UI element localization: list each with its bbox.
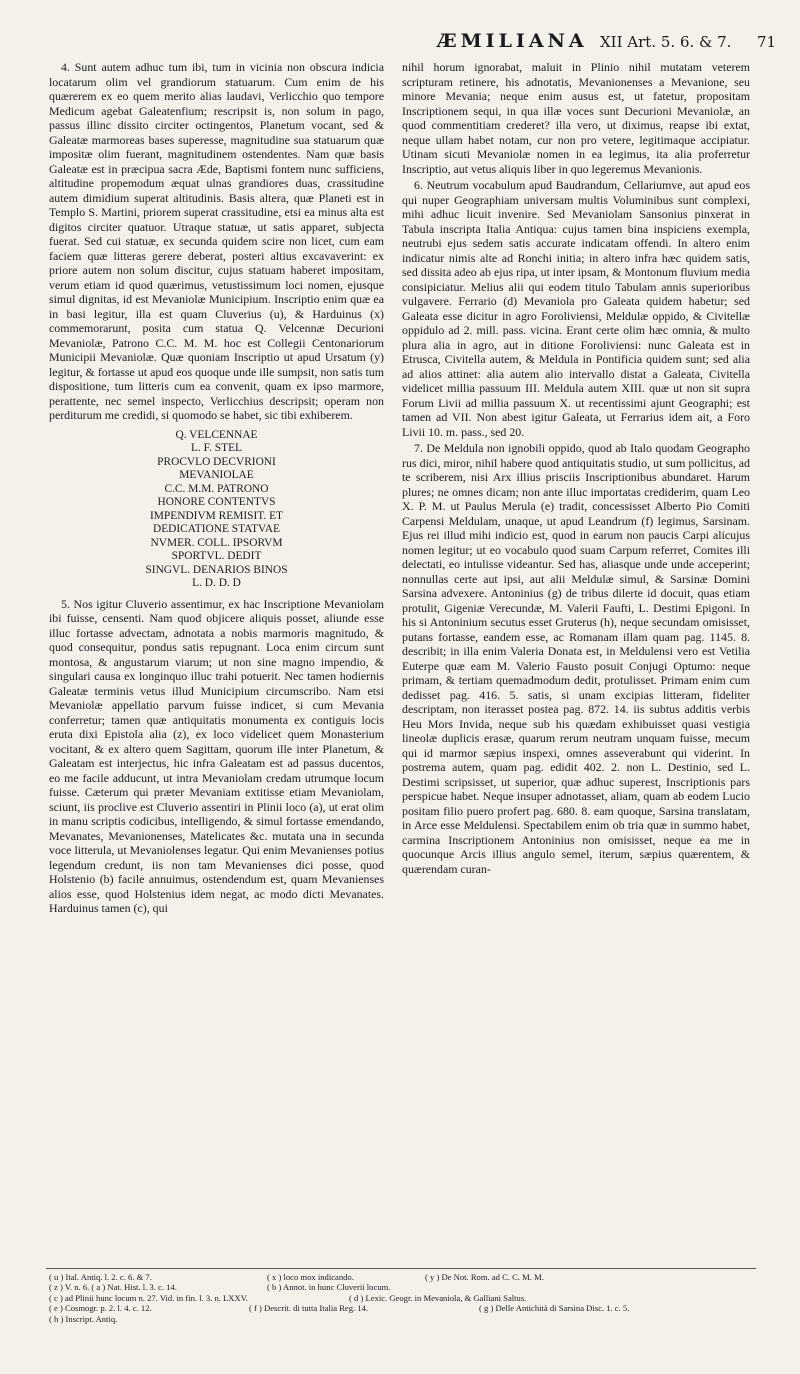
right-column (402, 60, 750, 878)
inscription-line: Q. VELCENNAE (175, 428, 258, 441)
inscription-line: C.C. M.M. PATRONO (164, 482, 269, 495)
inscription-line: SINGVL. DENARIOS BINOS (145, 563, 288, 576)
inscription-line: SPORTVL. DEDIT (171, 550, 262, 562)
inscription-line: IMPENDIVM REMISIT. ET (150, 509, 283, 522)
footnote-row (49, 1303, 759, 1313)
inscription-line: PROCVLO DECVRIONI (157, 455, 276, 468)
footnote: ( x ) loco mox indicando. (267, 1272, 354, 1282)
footnote-row (49, 1293, 759, 1303)
footnote-row (49, 1282, 759, 1292)
section-reference: XII Art. 5. 6. & 7. (600, 33, 732, 51)
footnote: ( g ) Delle Antichità di Sarsina Disc. 1. c. 5. (479, 1303, 630, 1314)
footnote: ( e ) Cosmogr. p. 2. l. 4. c. 12. (49, 1303, 152, 1314)
running-title: ÆMILIANA (437, 30, 588, 52)
footnote: ( f ) Descrit. di tutta Italia Reg. 14. (249, 1303, 369, 1314)
footnote: ( h ) Inscript. Antiq. (49, 1313, 118, 1324)
page-header (0, 30, 800, 56)
footnote-divider (46, 1268, 756, 1269)
inscription-line: NVMER. COLL. IPSORVM (150, 536, 283, 549)
paragraph-continued: nihil horum ignorabat, maluit in Plinio nihil mutatam veterem scripturam retinere, his adnotatis, Mevanionenses a Mevanione, seu minore Mevania; neque enim ausus est, ut fatetur, propositam Inscriptionem sequi, in qua illæ voces sunt Decurioni Mevaniolæ, an quod commentitiam crederet? illa vero, ut diximus, reapse ibi extat, neque ullam habet notam, cur non pro vetere, legitimaque accipiatur. Utinam sicuti Mevaniolæ nomen in ea legimus, ita alia proferretur Inscriptio, aut vetus aliquis liber in quo legeremus Mevanionis. (402, 60, 750, 176)
inscription-line: HONORE CONTENTVS (157, 496, 276, 508)
footnote: ( y ) De Not. Rom. ad C. C. M. M. (425, 1272, 544, 1282)
footnote-row (49, 1272, 759, 1282)
footnotes (49, 1272, 759, 1324)
paragraph-5: 5. Nos igitur Cluverio assentimur, ex hac Inscriptione Mevaniolam ibi fuisse, censenti. Nam quod objicere aliquis posset, aliunde esse illuc fortasse advectam, adnotata a nobis marmoris magnitudo, & quod consequitur, pondus satis repugnant. Loca enim circum sunt montosa, & angustarum viarum; ut non sine magno impendio, & singulari causa ex longinquo illuc trahi potuerit. Nec tamen hodiernis Galeatæ terminis vetus illud Municipium circumscribo. Nam etsi Mevaniolæ appellatio parvum fuisse indicet, si cum Mevania conferretur; tamen quæ antiquitatis monumenta ex contiguis locis eruta dixi Epistola alia (z), ex loco videlicet quem Monasterium vocitant, & ex altero quem Sagittam, quorum ille inter Planetum, & Galeatam est interjectus, hic infra Galeatam est ad passus ducentos, eo me facile adducunt, ut intra Mevaniolam credam utrumque locum fuisse. Cæterum qui præter Mevaniam extitisse etiam Mevaniolam, sciunt, iis proclive est Cluverio assentiri in Plinii loco (a), ut erat olim in manu scriptis codicibus, intelligendo, & simul fortasse emendando, Mevanates, Mevanionenses, Matelicates &c. mutata una in secunda voce litterula, ut Mevaniolenses legatur. Qui enim Mevanienses potius legendum credunt, iis non tam Mevanienses dici posse, quod Holstenio (b) facile annuimus, ostendendum est, quam Mevanienses alios esse, quod Holstenius idem negat, ac modo dicti Mevanates. Harduinus tamen (c), qui (49, 596, 384, 915)
inscription-line: DEDICATIONE STATVAE (152, 523, 280, 535)
footnote: ( u ) Ital. Antiq. l. 2. c. 6. & 7. (49, 1272, 152, 1282)
footnote: ( c ) ad Plinii hunc locum n. 27. Vid. in fin. l. 3. n. LXXV. (49, 1292, 248, 1303)
page-number: 71 (757, 33, 777, 51)
left-column (49, 60, 384, 918)
inscription-block (49, 429, 384, 591)
paragraph-4: 4. Sunt autem adhuc tum ibi, tum in vicinia non obscura indicia locatarum olim vel grandiorum statuarum. Cum enim de his quærerem ex eo quem merito alias laudavi, Verlicchio quo tempore Medicum agebat Galeatenfium; rescripsit is, non solum in pago, passus illinc dissito circiter octingentos, Planetum vocant, sed & Galeatæ marmoreas bases superesse, magnitudine sua statuarum quæ impositæ olim fuerant, magnitudinem ostendentes. Nam quæ basis Galeatæ est in præcipua sacra Æde, Baptismi fontem nunc sufficiens, altitudine propemodum æquat ulnas grandiores duas, crassitudine autem dimidium superat altitudinis. Basis altera, quæ Planeti est in Templo S. Martini, priorem superat crassitudine, etsi ea minus alta est digitos circiter quatuor. Utraque statuæ, ut satis apparet, subjecta fuerat. Sed cui statuæ, ex secunda quidem scire non licet, cum eam faciem quæ litteras gerere deberat, posteri altius excavaverint: ex priore autem non solum discitur, cujus statuam haberet impositam, verum etiam id quod quærimus, vetustissimum loci nomen, ejusque simul dignitas, id est Mevaniolæ Municipium. Inscriptio enim quæ ea in basi legitur, illa est quam Cluverius (u), & Harduinus (x) commemorarunt, posita cum statua Q. Velcennæ Decurioni Mevaniolæ, Patrono C.C. M. M. hoc est Collegii Centonariorum Municipii Mevaniolæ. Quæ quoniam Inscriptio ut apud Ursatum (y) legitur, & fortasse ut apud eos quoque unde ille sumpsit, non satis tum dispositione, tum litteris cum ea convenit, quam ex ipso marmore, perattente, nec semel inspecto, Verlicchius descripsit; operam non perditurum me credidi, si quomodo se habet, sic tibi exhiberem. (49, 60, 384, 422)
footnote-row (49, 1314, 759, 1324)
footnote: ( b ) Annot. in hunc Cluverii locum. (267, 1282, 391, 1293)
inscription-line: L. F. STEL (191, 442, 242, 454)
footnote: ( z ) V. n. 6. ( a ) Nat. Hist. l. 3. c. 14. (49, 1282, 177, 1293)
paragraph-7: 7. De Meldula non ignobili oppido, quod ab Italo quodam Geographo rus dici, miror, nihil habere quod antiquitatis studio, ut sum pollicitus, ad te scriberem, nisi Arx illius prisciis Inscriptionibus abundaret. Harum plures; ne omnes dicam; non ante illuc importatas crediderim, quam Leo X. P. M. ut Paulus Merula (e) tradit, concessisset Alberto Pio Comiti Carpensi Meldulam, unaque, ut apud Leandrum (f) legimus, Sarsinam. Ejus rei illud mihi indicio est, quod in earum non paucis Carpi alicujus nomen legitur; ut eo vocabulo quod suam Carpum referret, Comites illi delectati, eo intulisse videantur. Sed has, aliasque unde unde acceperint; nonnullas certe aut ipsi, aut alii Meldulæ simul, & Sarsinæ Domini Sarsina advexere. Antoninius (g) de tribus dilerte id docuit, quas etiam protulit, Gigeniæ Verecundæ, M. Valerii Faufti, L. Destimi Epigoni. In his si Antoninium secutus esset Gruterus (h), neque secundam omisisset, putans fortasse, eandem esse, ac Romanam illam quam pag. 1145. 8. describit; in illa enim Valeria Donata est, in Meldulensi vero est Vetilia Euterpe quæ eam M. Valerio Fausto posuit Conjugi Optumo: neque primam, & tertiam quemadmodum dedit, protulisset. Primam enim cum dedisset pag. 416. 5. satis, si unam excipias litteram, fideliter descriptam, non iterasset postea pag. 872. 14. iis subtus additis verbis Heu Mors Invida, neque sub his quædam exhibuisset quasi vestigia lineolæ duplicis erasæ, quarum rerum neutram unquam fuisse, mecum qui id marmor sæpius inspexi, omnes asseverabunt qui viderint. In postrema autem, quam pag. edidit 402. 2. non L. Destinio, sed L. Destimi scripsisset, ut superior, quæ adhuc superest, Inscriptionis pars perspicue habet. Neque insuper adnotasset, aliam, quam ab eodem Lucio positam filio puero profert pag. 680. 8. eam quoque, Sarsina translatam, in Arce esse Meldulensi. Spectabilem enim ob tria quæ in summo habet, carmina Inscriptionem Antoninius non omisisset, neque ea me in quocunque Arcis illius angulo semel, iterum, sæpius quærentem, & quærendam curan- (402, 441, 750, 876)
inscription-line: MEVANIOLAE (179, 469, 254, 481)
inscription-line: L. D. D. D (192, 577, 241, 589)
footnote: ( d ) Lexic. Geogr. in Mevaniola, & Galliani Saltus. (349, 1292, 527, 1303)
paragraph-6: 6. Neutrum vocabulum apud Baudrandum, Cellariumve, aut apud eos qui nuper Geographiam universam multis Voluminibus sunt complexi, mihi adhuc licuit invenire. Sed Mevaniolam Sansonius pinxerat in Tabula inscripta Italia Antiqua: cujus tamen bina inspiciens exempla, neutrubi ejus sedem satis accurate indicatam offendi. In altero enim indicatur nimis alte ad Ronchi initia; in altero infra hæc quidem satis, sed dissita adeo ab ejus ripa, ut inter ipsam, & Montonum fluvium media consipiciatur. Melius alii qui eodem titulo Tabulam annis superioribus vulgavere. Ferrario (d) Mevaniola pro Galeata quidem habetur; sed Galeata esse dicitur in agro Foroliviensi, Meldulæ oppido, & Civitellæ oppidulo ad 2. mill. pass. vicina. Erant certe olim hæc omnia, & multo plura alia in agro, aut in ditione Foroliviensi: nunc Galeata est in Etrusca, Civitella autem, & Meldula in Pontificia quidem sunt; sed alia ad alios attinet: alia autem alio intervallo distat a Galeata, Civitella videlicet millia passuum III. Meldula autem XIII. quæ ut non sit supra Forum Livii ad millia passuum X. ut recentissimi ajunt Geographi; est tamen ad VII. Non abest igitur Galeata, ut Ferrarius idem ait, a Foro Livii 10. m. pass., sed 20. (402, 178, 750, 439)
